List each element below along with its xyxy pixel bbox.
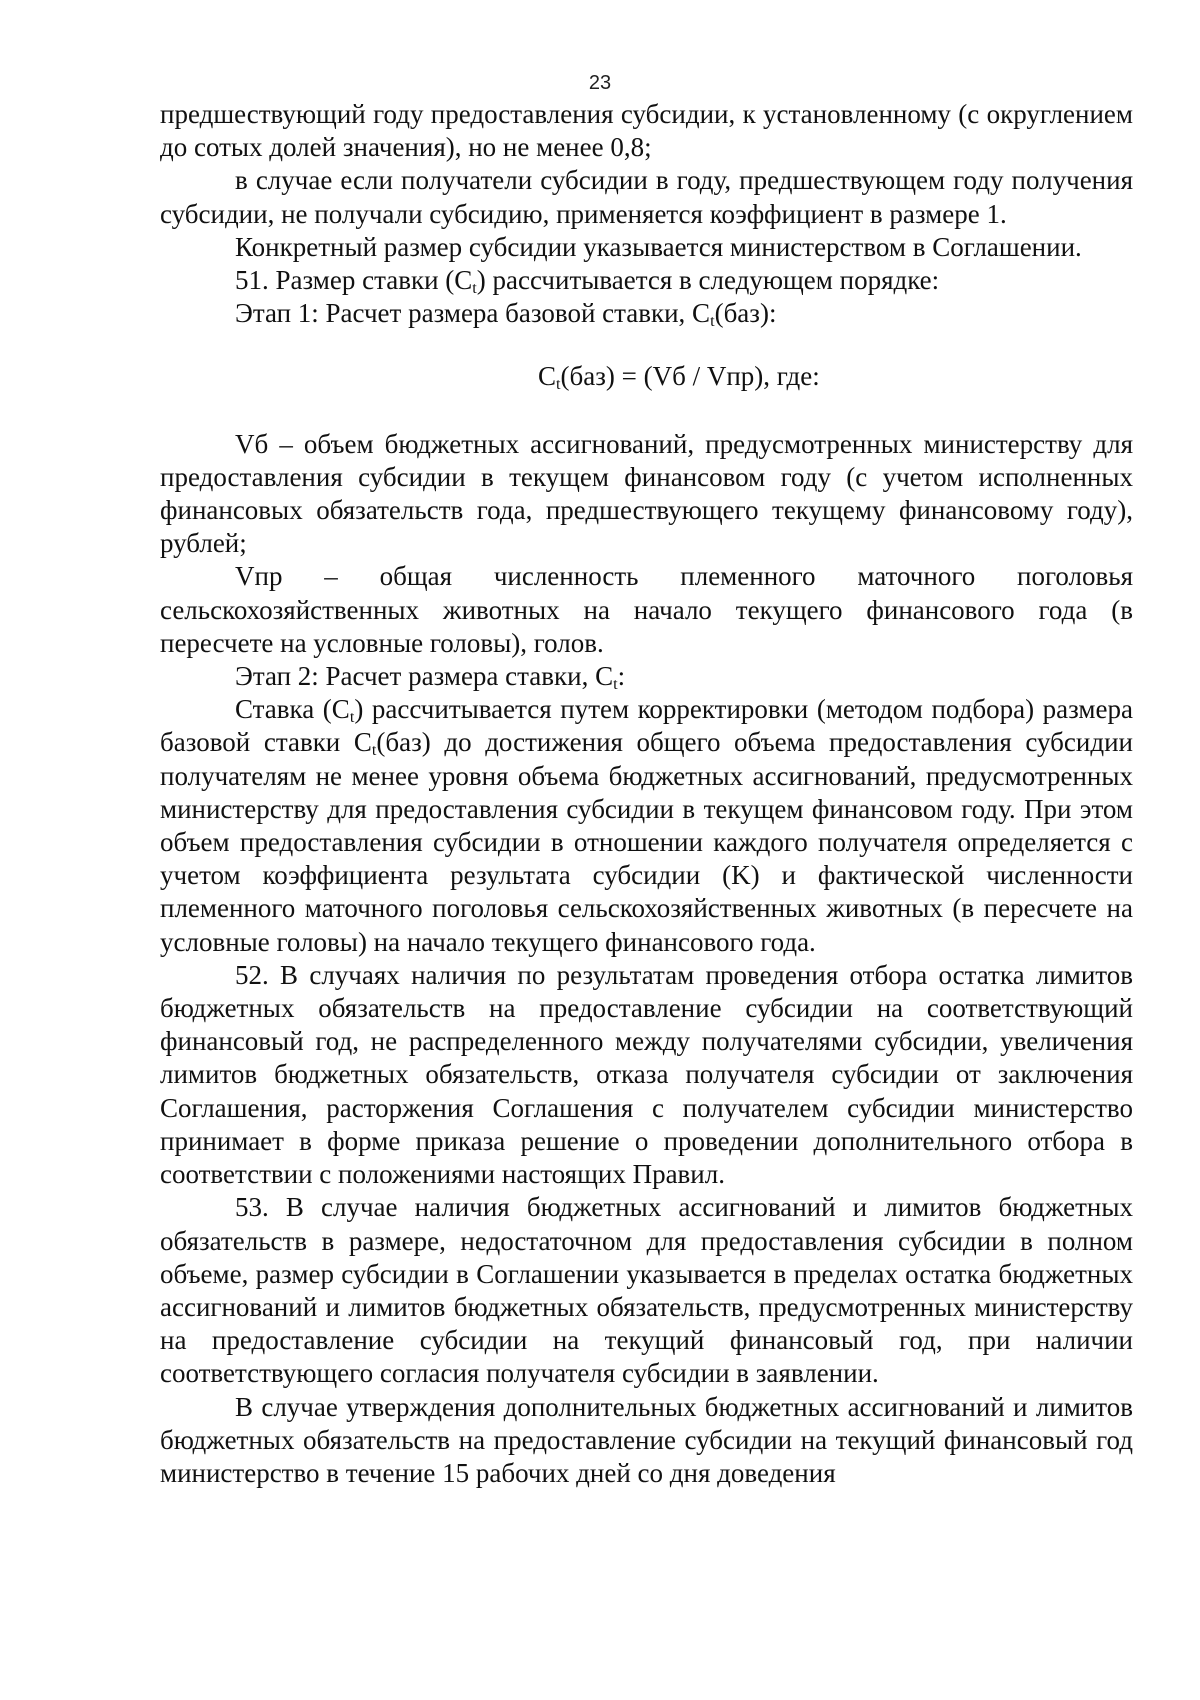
subscript: t bbox=[371, 741, 377, 760]
paragraph-stage-1-heading bbox=[160, 297, 1133, 330]
text-fragment: ) рассчитывается путем корректировки (методом подбора) размера базовой ставки C bbox=[160, 694, 1133, 758]
paragraph-stage-2-heading bbox=[160, 660, 1133, 693]
subscript: t bbox=[349, 708, 355, 727]
paragraph-52-additional-selection: 52. В случаях наличия по результатам проведения отбора остатка лимитов бюджетных обязательств на предоставление субсидии на соответствующий финансовый год, не распределенного между получателями субсидии, увеличения лимитов бюджетных обязательств, отказа получателя субсидии от заключения Соглашения, расторжения Соглашения с получателем субсидии министерство принимает в форме приказа решение о проведении дополнительного отбора в соответствии с положениями настоящих Правил. bbox=[160, 959, 1133, 1190]
text-fragment: Этап 2: Расчет размера ставки, C bbox=[235, 661, 614, 692]
paragraph-vpr-definition: Vпр – общая численность племенного маточного поголовья сельскохозяйственных животных на начало текущего финансового года (в пересчете на условные головы), голов. bbox=[160, 561, 1133, 658]
formula-base-rate bbox=[160, 360, 1133, 393]
paragraph-coefficient-no-subsidy: в случае если получатели субсидии в году, предшествующем году получения субсидии, не получали субсидию, применяется коэффициент в размере 1. bbox=[160, 165, 1133, 229]
formula-fragment: C bbox=[538, 361, 557, 392]
subscript: t bbox=[472, 279, 477, 298]
paragraph-53-insufficient-allocations: 53. В случае наличия бюджетных ассигнований и лимитов бюджетных обязательств в размере, недостаточном для предоставления субсидии в полном объеме, размер субсидии в Соглашении указывается в пределах остатка бюджетных ассигнований и лимитов бюджетных обязательств, предусмотренных министерству на предоставление субсидии на текущий финансовый год, при наличии соответствующего согласия получателя субсидии в заявлении. bbox=[160, 1192, 1133, 1389]
paragraph-coefficient-rounding: предшествующий году предоставления субсидии, к установленному (с округлением до сотых долей значения), но не менее 0,8; bbox=[160, 99, 1133, 163]
document-body bbox=[160, 98, 1133, 1490]
paragraph-stage-2-rate-adjustment bbox=[160, 693, 1133, 959]
text-fragment: Ставка (C bbox=[235, 694, 350, 725]
page-number: 23 bbox=[588, 72, 612, 94]
text-fragment: : bbox=[617, 661, 626, 692]
text-fragment: 51. Размер ставки (C bbox=[235, 265, 473, 296]
paragraph-specific-amount: Конкретный размер субсидии указывается министерством в Соглашении. bbox=[235, 231, 1082, 262]
subscript: t bbox=[556, 375, 561, 394]
paragraph-51-rate-order bbox=[160, 264, 1133, 297]
text-fragment: (баз) до достижения общего объема предоставления субсидии получателям не менее уровня объема бюджетных ассигнований, предусмотренных министерству для предоставления субсидии в текущем финансовом году. При этом объем предоставления субсидии в отношении каждого получателя определяется с учетом коэффициента результата субсидии (K) и фактической численности племенного маточного поголовья сельскохозяйственных животных (в пересчете на условные головы) на начало текущего финансового года. bbox=[160, 727, 1133, 957]
subscript: t bbox=[613, 675, 618, 694]
text-fragment: Этап 1: Расчет размера базовой ставки, C bbox=[235, 298, 711, 329]
paragraph-additional-allocations: В случае утверждения дополнительных бюджетных ассигнований и лимитов бюджетных обязательств на предоставление субсидии на текущий финансовый год министерство в течение 15 рабочих дней со дня доведения bbox=[160, 1391, 1133, 1488]
text-fragment: ) рассчитывается в следующем порядке: bbox=[476, 265, 940, 296]
formula-fragment: (баз) = (Vб / Vпр), где: bbox=[560, 361, 820, 392]
text-fragment: (баз): bbox=[714, 298, 777, 329]
paragraph-vb-definition: Vб – объем бюджетных ассигнований, предусмотренных министерству для предоставления субсидии в текущем финансовом году (с учетом исполненных финансовых обязательств года, предшествующего текущему финансовому году), рублей; bbox=[160, 428, 1133, 559]
subscript: t bbox=[710, 312, 715, 331]
